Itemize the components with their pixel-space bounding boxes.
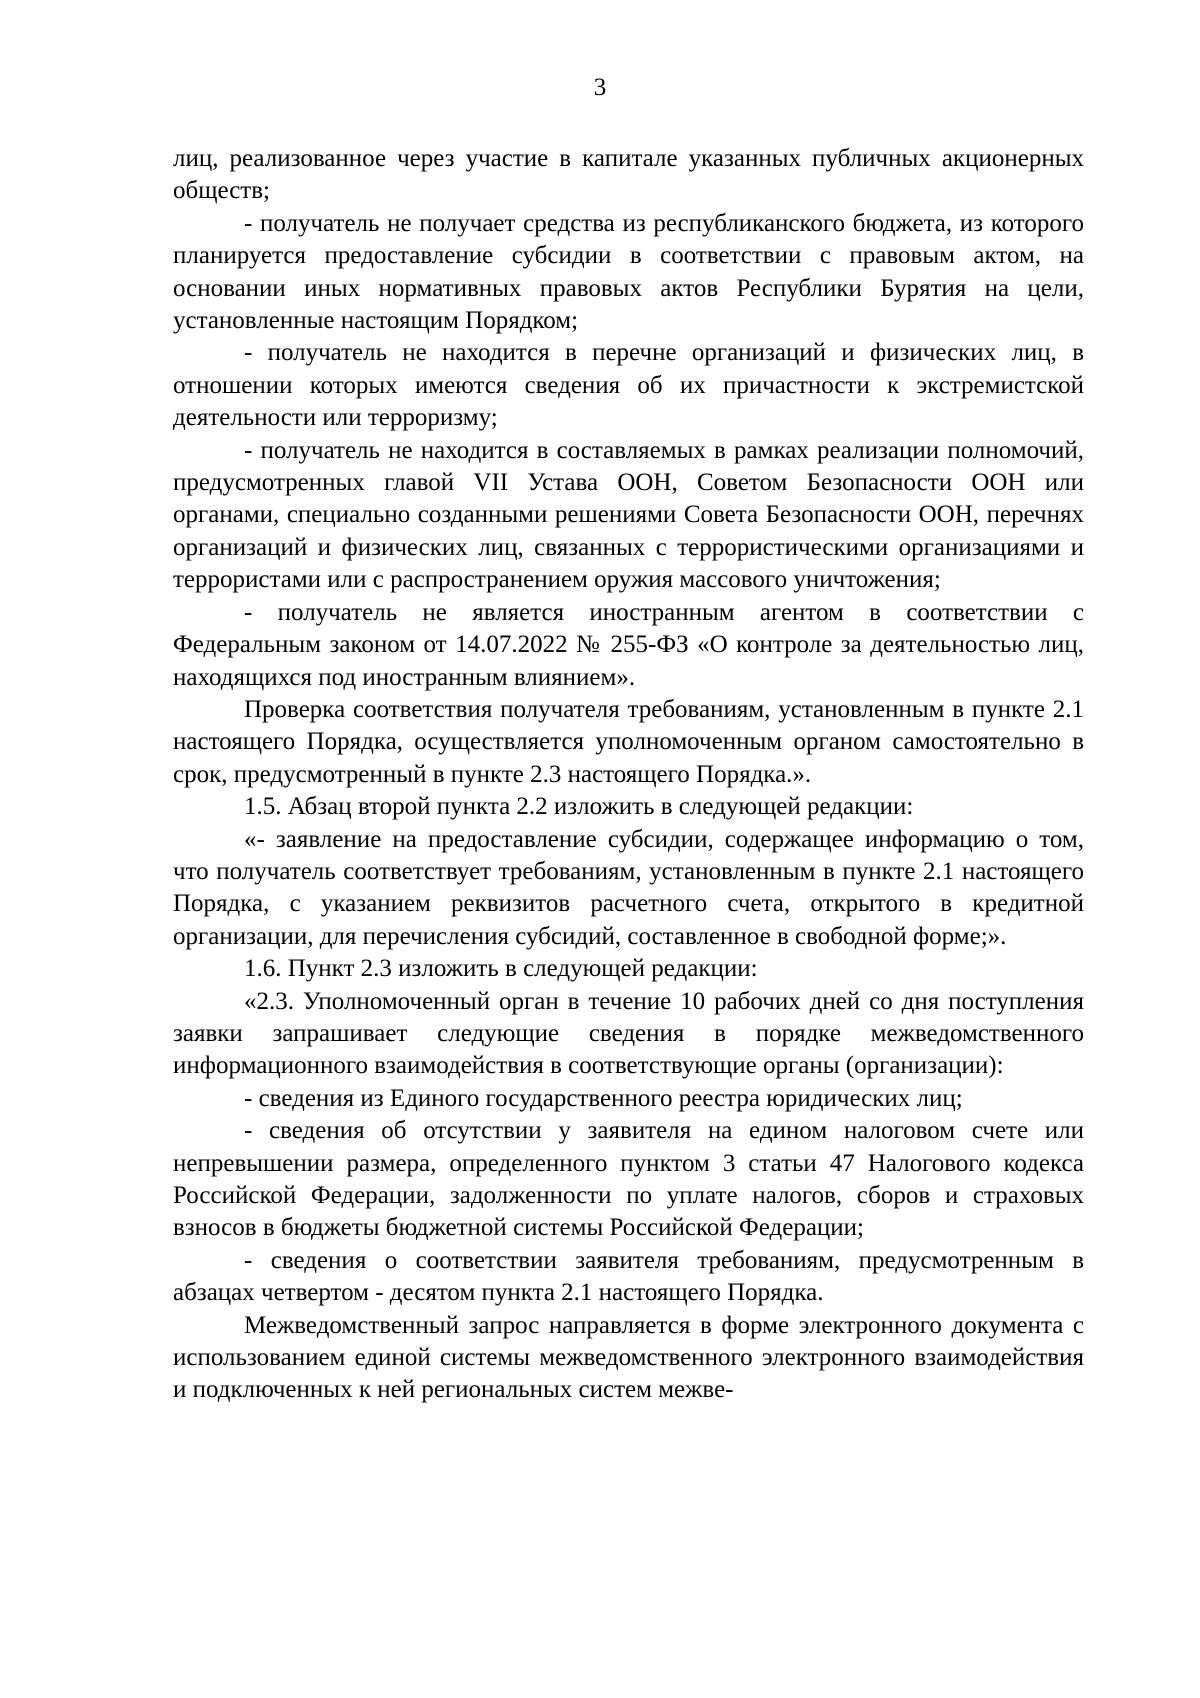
paragraph-amendment-1-6: 1.6. Пункт 2.3 изложить в следующей редакции: (244, 955, 758, 983)
paragraph-interagency-request: Межведомственный запрос направляется в форме электронного документа с использованием единой системы межведомственного электронного взаимодействия и подключенных к ней региональных систем межве- (173, 1311, 1084, 1404)
paragraph-clause-2-3: «2.3. Уполномоченный орган в течение 10 рабочих дней со дня поступления заявки запрашивает следующие сведения в порядке межведомственного информационного взаимодействия в соответствующие органы (организации): (173, 987, 1084, 1080)
paragraph-application-clause: «- заявление на предоставление субсидии, содержащее информацию о том, что получатель соответствует требованиям, установленным в пункте 2.1 настоящего Порядка, с указанием реквизитов расчетного счета, открытого в кредитной организации, для перечисления субсидий, составленное в свободной форме;». (173, 825, 1084, 950)
paragraph-verification: Проверка соответствия получателя требованиям, установленным в пункте 2.1 настоящего Порядка, осуществляется уполномоченным органом самостоятельно в срок, предусмотренный в пункте 2.3 настоящего Порядка.». (173, 695, 1084, 788)
paragraph-list-item: - получатель не находится в составляемых в рамках реализации полномочий, предусмотренных главой VII Устава ООН, Советом Безопасности ООН или органами, специально созданными решениями Совета Безопасности ООН, перечнях организаций и физических лиц, связанных с террористическими организациями и террористами или с распространением оружия массового уничтожения; (173, 436, 1084, 594)
paragraph-list-item: - сведения об отсутствии у заявителя на едином налоговом счете или непревышении размера, определенного пунктом 3 статьи 47 Налогового кодекса Российской Федерации, задолженности по уплате налогов, сборов и страховых взносов в бюджеты бюджетной системы Российской Федерации; (173, 1117, 1084, 1242)
document-body (173, 143, 1084, 1407)
paragraph-list-item: - сведения из Единого государственного реестра юридических лиц; (244, 1084, 963, 1112)
paragraph-list-item: - получатель не является иностранным агентом в соответствии с Федеральным законом от 14.07.2022 № 255-ФЗ «О контроле за деятельностью лиц, находящихся под иностранным влиянием». (173, 598, 1084, 691)
paragraph-continuation: лиц, реализованное через участие в капитале указанных публичных акционерных обществ; (173, 145, 1084, 205)
paragraph-list-item: - сведения о соответствии заявителя требованиям, предусмотренным в абзацах четвертом - десятом пункта 2.1 настоящего Порядка. (173, 1246, 1084, 1307)
paragraph-amendment-1-5: 1.5. Абзац второй пункта 2.2 изложить в следующей редакции: (244, 793, 914, 821)
paragraph-list-item: - получатель не находится в перечне организаций и физических лиц, в отношении которых имеются сведения об их причастности к экстремистской деятельности или терроризму; (173, 339, 1084, 432)
paragraph-list-item: - получатель не получает средства из республиканского бюджета, из которого планируется предоставление субсидии в соответствии с правовым актом, на основании иных нормативных правовых актов Республики Бурятия на цели, установленные настоящим Порядком; (173, 209, 1084, 335)
page-number: 3 (593, 74, 607, 101)
